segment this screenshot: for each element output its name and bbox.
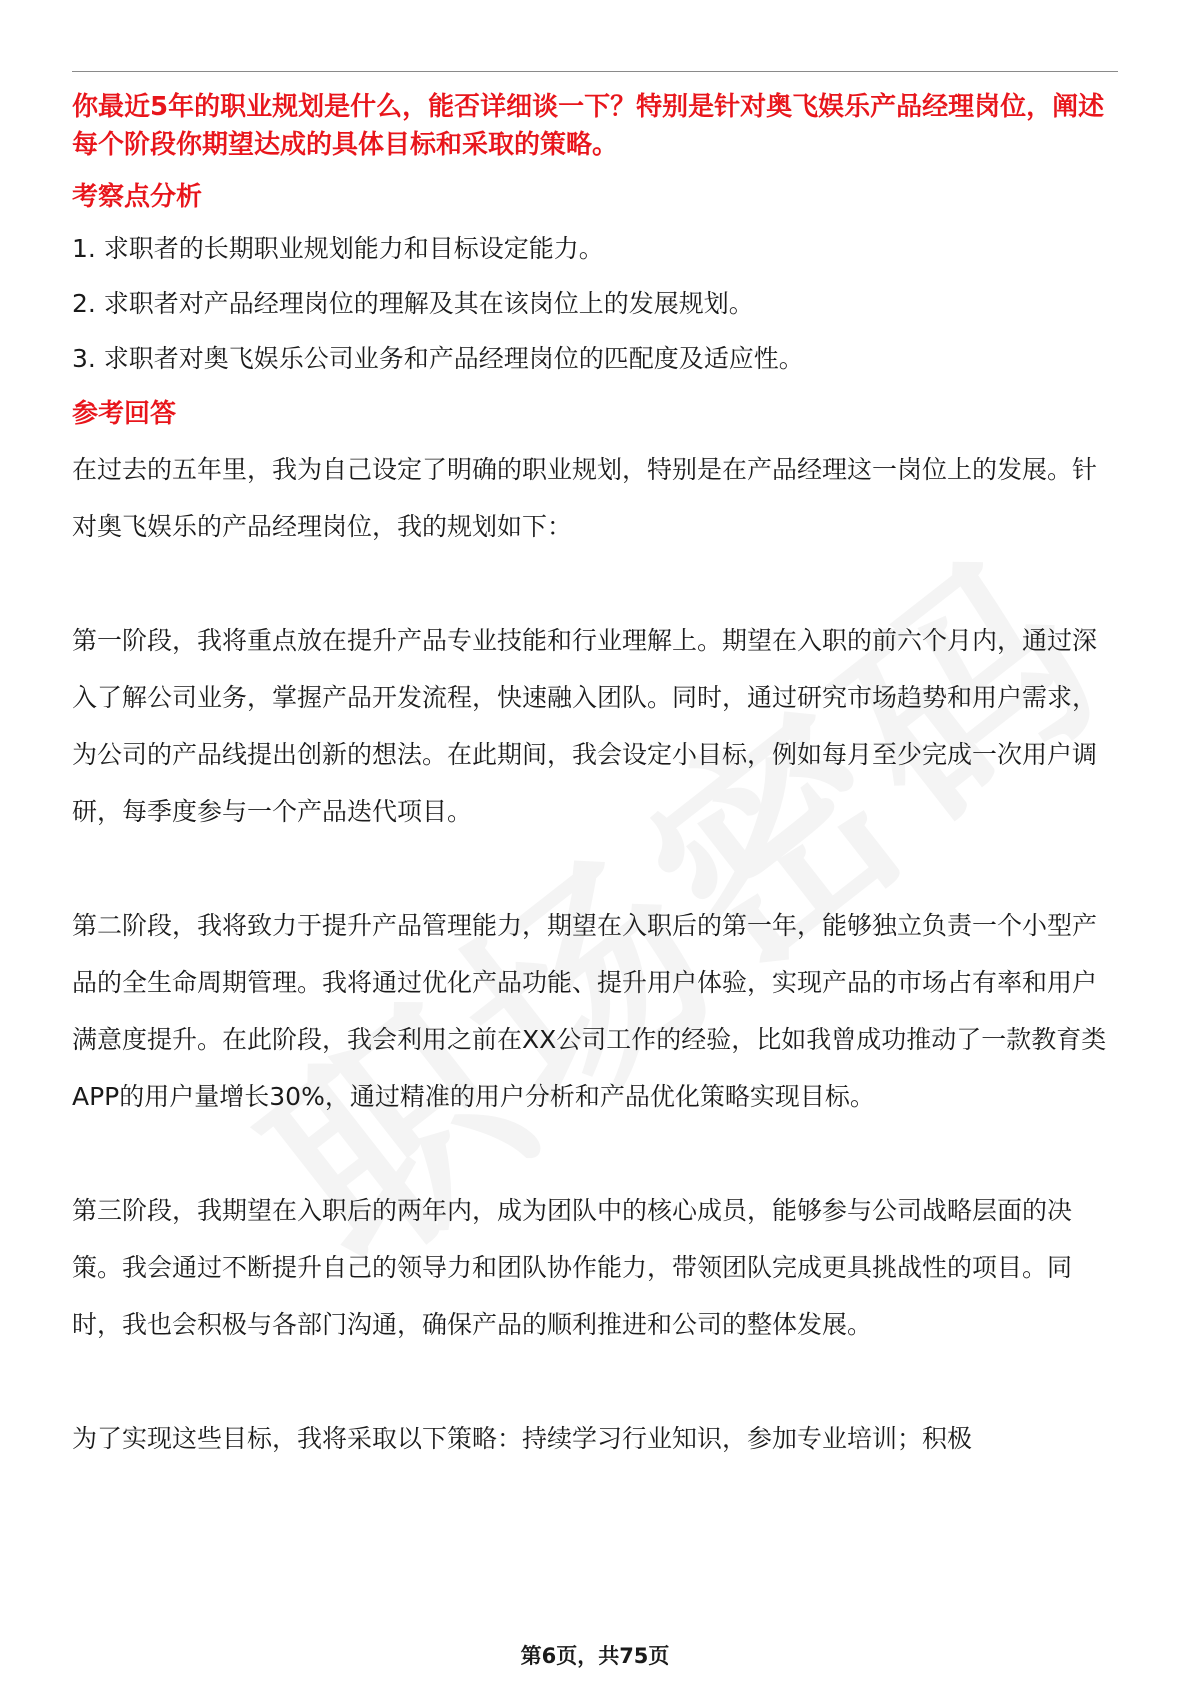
answer-paragraph-stage-2: 第二阶段，我将致力于提升产品管理能力，期望在入职后的第一年，能够独立负责一个小型产品的全生命周期管理。我将通过优化产品功能、提升用户体验，实现产品的市场占有率和用户满意度提升。在此阶段，我会利用之前在XX公司工作的经验，比如我曾成功推动了一款教育类APP的用户量增长30%，通过精准的用户分析和产品优化策略实现目标。 [72, 911, 1107, 1111]
answer-paragraph-stage-1: 第一阶段，我将重点放在提升产品专业技能和行业理解上。期望在入职的前六个月内，通过深入了解公司业务，掌握产品开发流程，快速融入团队。同时，通过研究市场趋势和用户需求，为公司的产品线提出创新的想法。在此期间，我会设定小目标，例如每月至少完成一次用户调研，每季度参与一个产品迭代项目。 [72, 626, 1098, 826]
document-content [72, 88, 1118, 1467]
answer-heading: 参考回答 [72, 399, 177, 429]
question-text: 你最近5年的职业规划是什么，能否详细谈一下？特别是针对奥飞娱乐产品经理岗位，阐述每个阶段你期望达成的具体目标和采取的策略。 [72, 92, 1105, 160]
analysis-item-1: 1. 求职者的长期职业规划能力和目标设定能力。 [72, 234, 604, 263]
analysis-item-2: 2. 求职者对产品经理岗位的理解及其在该岗位上的发展规划。 [72, 289, 754, 318]
analysis-heading: 考察点分析 [72, 182, 203, 212]
page-number: 第6页，共75页 [520, 1644, 670, 1668]
header-divider [72, 71, 1118, 72]
answer-paragraph-stage-3: 第三阶段，我期望在入职后的两年内，成为团队中的核心成员，能够参与公司战略层面的决策。我会通过不断提升自己的领导力和团队协作能力，带领团队完成更具挑战性的项目。同时，我也会积极与各部门沟通，确保产品的顺利推进和公司的整体发展。 [72, 1196, 1073, 1339]
answer-paragraph-intro: 在过去的五年里，我为自己设定了明确的职业规划，特别是在产品经理这一岗位上的发展。针对奥飞娱乐的产品经理岗位，我的规划如下： [72, 455, 1098, 541]
answer-paragraph-strategy: 为了实现这些目标，我将采取以下策略：持续学习行业知识，参加专业培训；积极 [72, 1424, 973, 1453]
analysis-list [72, 230, 1118, 378]
analysis-item-3: 3. 求职者对奥飞娱乐公司业务和产品经理岗位的匹配度及适应性。 [72, 344, 804, 373]
